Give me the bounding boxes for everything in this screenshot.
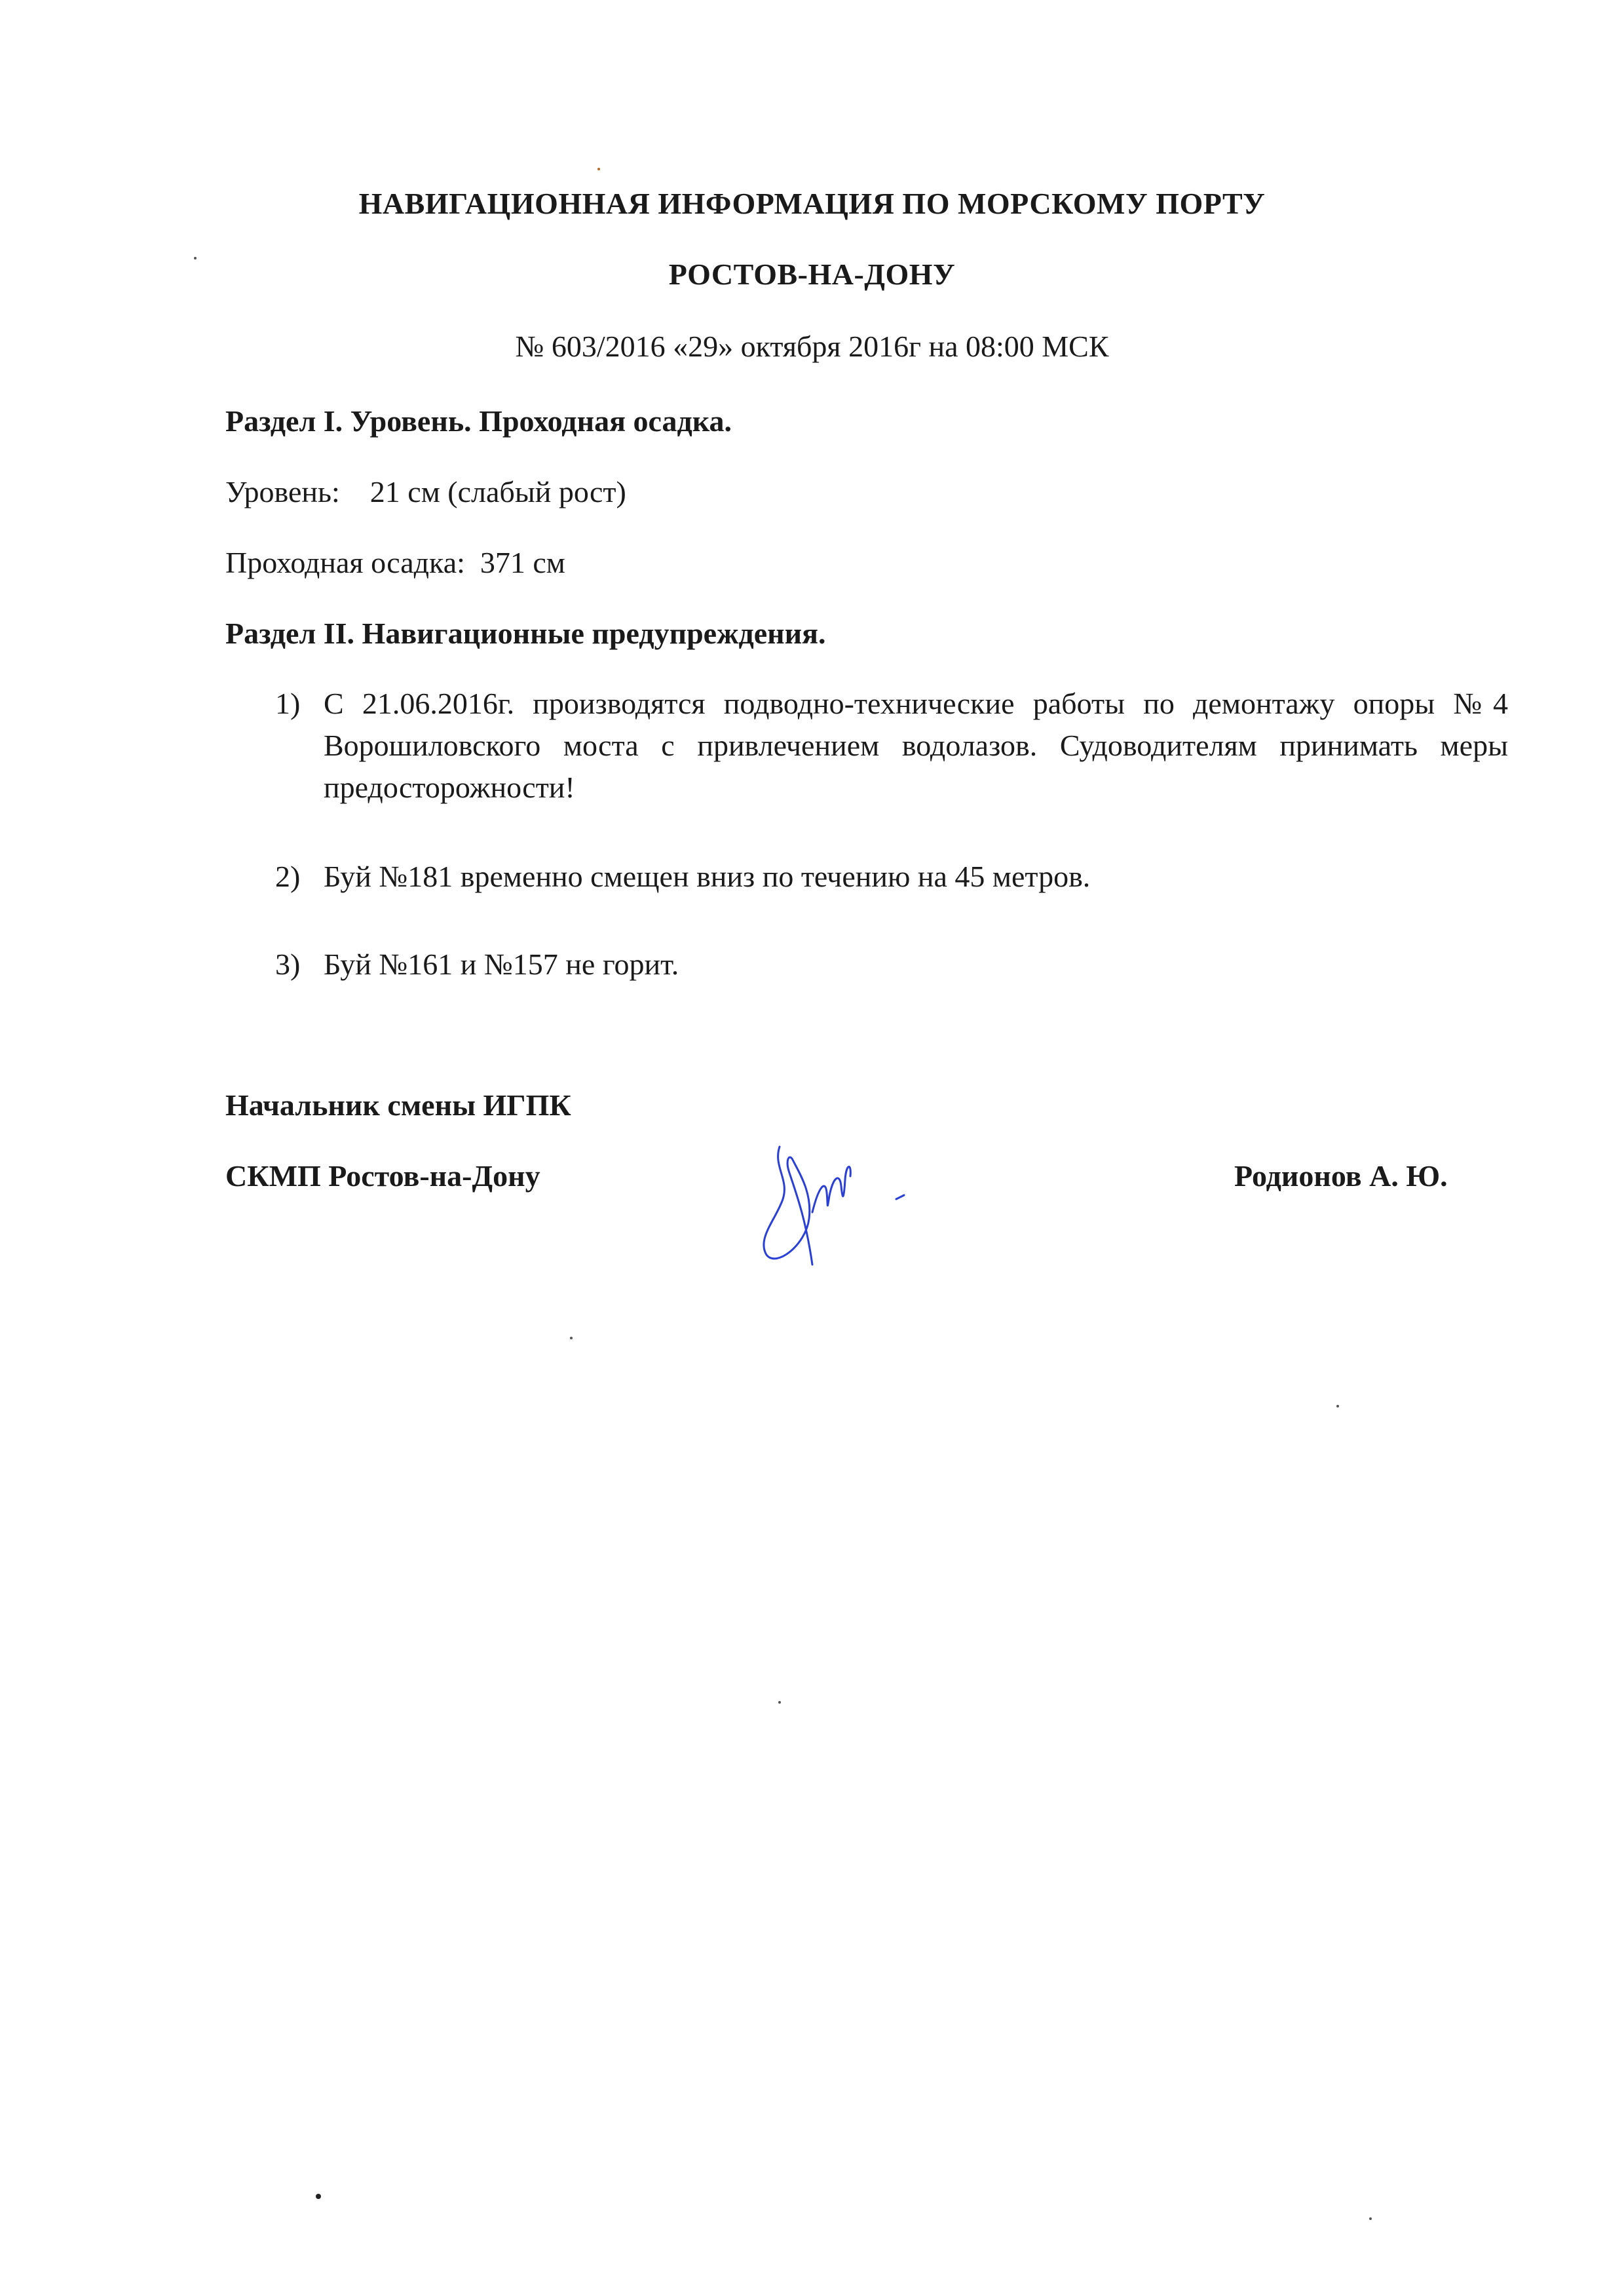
warning-text: Буй №181 временно смещен вниз по течению на 45 метров.	[324, 860, 1091, 893]
draft-label: Проходная осадка:	[225, 546, 465, 579]
level-label: Уровень:	[225, 475, 340, 508]
scan-speck	[778, 1701, 781, 1704]
level-value: 21 см (слабый рост)	[369, 475, 626, 508]
scan-speck	[316, 2194, 321, 2199]
warning-number: 1)	[275, 687, 301, 720]
signature-stroke	[764, 1147, 812, 1265]
document-subtitle: РОСТОВ-НА-ДОНУ	[668, 258, 956, 291]
draft-line	[225, 545, 565, 580]
scan-speck	[597, 168, 600, 170]
warning-number: 3)	[275, 947, 301, 981]
warning-item	[275, 856, 1508, 898]
signer-position-line2: СКМП Ростов-на-Дону	[225, 1159, 540, 1193]
scan-speck	[194, 257, 197, 259]
scan-speck	[1336, 1405, 1339, 1407]
warning-item	[275, 683, 1508, 809]
signature-stroke	[812, 1167, 850, 1212]
warning-text: С 21.06.2016г. производятся подводно-технические работы по демонтажу опоры №4 Ворошиловского моста с привлечением водолазов. Судоводителям принимать меры предосторожности!	[324, 687, 1508, 804]
handwritten-signature	[753, 1140, 950, 1271]
warning-text: Буй №161 и №157 не горит.	[324, 947, 679, 981]
document-number: № 603/2016 «29» октября 2016г на 08:00 МСК	[515, 330, 1109, 363]
warning-number: 2)	[275, 860, 301, 893]
signature-stroke	[896, 1195, 904, 1199]
document-title: НАВИГАЦИОННАЯ ИНФОРМАЦИЯ ПО МОРСКОМУ ПОРТУ	[358, 187, 1266, 220]
scan-speck	[1369, 2217, 1372, 2220]
signer-name: Родионов А. Ю.	[1234, 1159, 1448, 1193]
draft-value: 371 см	[480, 546, 565, 579]
section-2-heading: Раздел II. Навигационные предупреждения.	[225, 617, 826, 650]
section-1-heading: Раздел I. Уровень. Проходная осадка.	[225, 404, 732, 438]
signer-position-line1: Начальник смены ИГПК	[225, 1088, 571, 1122]
level-line	[225, 474, 626, 509]
scan-speck	[570, 1337, 573, 1339]
warning-item	[275, 944, 1508, 985]
